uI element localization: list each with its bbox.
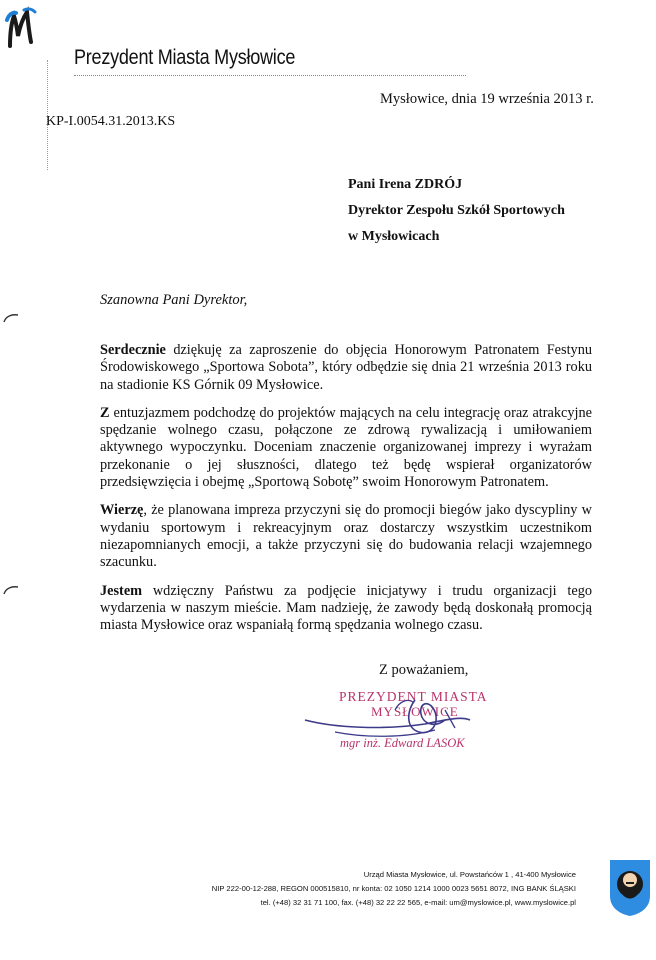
margin-mark-icon: [2, 584, 20, 596]
letterhead-title: Prezydent Miasta Mysłowice: [74, 46, 296, 69]
salutation: Szanowna Pani Dyrektor,: [100, 292, 248, 308]
letter-date: Mysłowice, dnia 19 września 2013 r.: [380, 91, 594, 107]
body-paragraph: [100, 342, 592, 394]
stamp-line-1: PREZYDENT MIASTA: [339, 689, 488, 704]
paragraph-lead: Wierzę: [100, 502, 144, 519]
body-paragraph: [100, 583, 592, 635]
reference-number: KP-I.0054.31.2013.KS: [46, 114, 176, 129]
letter-footer: [212, 868, 576, 910]
paragraph-text: , że planowana impreza przyczyni się do promocji biegów jako dyscypliny w wydaniu sportowym i rekreacyjnym oraz dostarczy wszystkim uczestnikom niezapomnianych emocji, a także przyczyni się do budowania relacji wzajemnego szacunku.: [100, 502, 592, 571]
city-crest-icon: [608, 858, 652, 918]
closing-phrase: Z poważaniem,: [379, 662, 469, 678]
paragraph-lead: Serdecznie: [100, 342, 166, 358]
stamp-line-2: MYSŁOWICE: [371, 704, 459, 719]
recipient-block: [348, 172, 565, 250]
letterhead-divider: [74, 75, 466, 76]
signatory-name: mgr inż. Edward LASOK: [340, 736, 465, 750]
city-m-logo-icon: [4, 6, 40, 50]
paragraph-lead: Jestem: [100, 582, 143, 599]
margin-mark-icon: [2, 312, 20, 324]
body-paragraph: [100, 502, 592, 571]
footer-address: Urząd Miasta Mysłowice, ul. Powstańców 1 , 41-400 Mysłowice: [363, 870, 576, 879]
paragraph-text: wdzięczny Państwu za podjęcie inicjatywy i trudu organizacji tego wydarzenia w naszym mieście. Mam nadzieję, że zawody będą doskonałą promocją miasta Mysłowice oraz wspaniałą formą spędzania wolnego czasu.: [100, 582, 592, 634]
paragraph-text: entuzjazmem podchodzę do projektów mających na celu integrację oraz atrakcyjne spędzanie wolnego czasu, połączone ze zdrową rywalizacją i umiłowaniem aktywnego wypoczynku. Doceniam znaczenie organizowanej imprezy i wyrażam przekonanie o jej słuszności, dlatego też będę wspierał organizatorów przedsięwzięcia i obejmę „Sportową Sobotę” swoim Honorowym Patronatem.: [100, 404, 592, 491]
footer-registry: NIP 222-00-12-288, REGON 000515810, nr konta: 02 1050 1214 1000 0023 5651 8072, ING BANK ŚLĄSKI: [211, 884, 576, 893]
recipient-name: Pani Irena ZDRÓJ: [348, 177, 463, 192]
body-paragraph: [100, 405, 592, 491]
paragraph-lead: Z: [100, 404, 110, 421]
paragraph-text: dziękuję za zaproszenie do objęcia Honorowym Patronatem Festynu Środowiskowego „Sportowa Sobota”, który odbędzie się dnia 21 września 2013 roku na stadionie KS Górnik 09 Mysłowice.: [100, 342, 592, 393]
recipient-position: Dyrektor Zespołu Szkół Sportowych: [348, 203, 565, 218]
footer-contact: tel. (+48) 32 31 71 100, fax. (+48) 32 22 22 565, e-mail: um@myslowice.pl, www.myslowice.pl: [260, 898, 576, 907]
recipient-location: w Mysłowicach: [348, 229, 440, 244]
letter-body: [100, 342, 592, 645]
